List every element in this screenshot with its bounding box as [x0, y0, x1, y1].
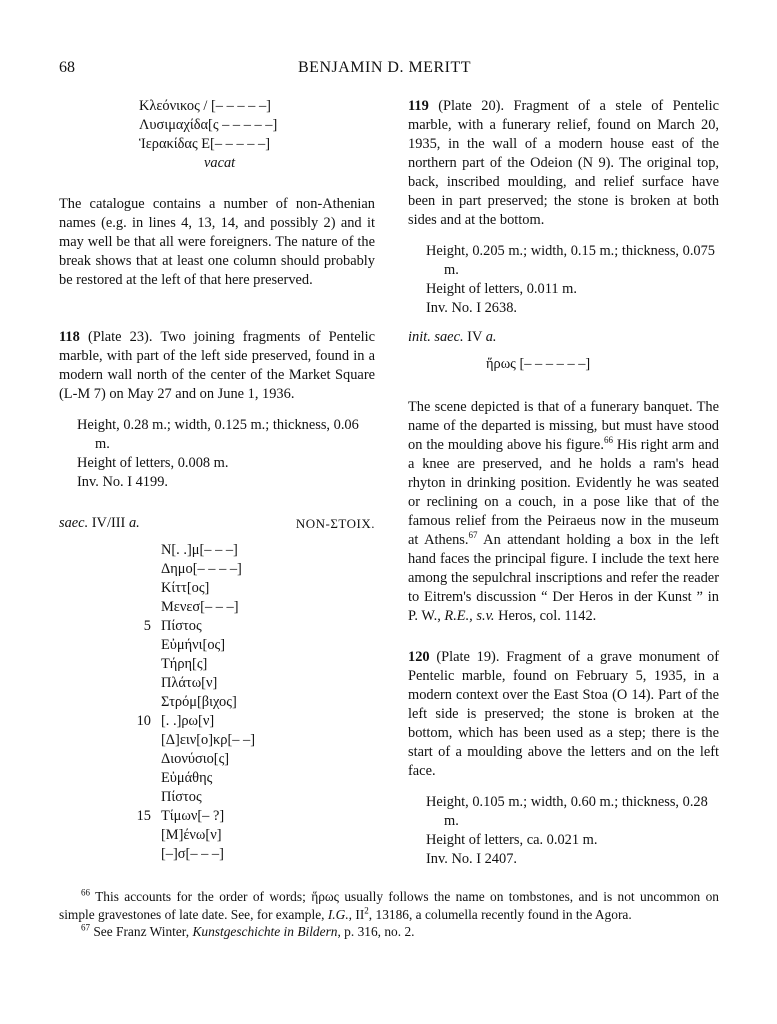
text-run: , p. 316, no. 2. — [337, 924, 415, 939]
line-number — [123, 693, 161, 712]
measurement-line: Height, 0.28 m.; width, 0.125 m.; thickness, 0.06 m. — [77, 417, 359, 452]
catalogue-paragraph: The catalogue contains a number of non-Athenian names (e.g. in lines 4, 13, 14, and possibly 2) and it may well be that all were foreigners. The nature of the break shows that at least one column should probably be restored at the left of that here preserved. — [59, 196, 375, 288]
text-run: Heros, col. 1142. — [494, 608, 597, 624]
name-line: Κλεόνικος / [– – – – –] — [139, 98, 271, 114]
line-number — [123, 845, 161, 864]
line-number — [123, 636, 161, 655]
text-run: , II — [348, 906, 365, 922]
name-line: Λυσιμαχίδα[ς – – – – –] — [139, 117, 278, 133]
footnote-66 — [59, 888, 719, 923]
measurement-line: Inv. No. I 2407. — [426, 851, 517, 867]
line-number: 10 — [136, 713, 151, 729]
inscription-line — [123, 750, 375, 769]
line-number — [123, 826, 161, 845]
non-stoichedon-label: NON-ΣΤΟΙΧ. — [295, 516, 375, 531]
entry-number: 118 — [59, 329, 80, 345]
discussion-119 — [408, 398, 719, 626]
footnote-ref-66: 66 — [603, 435, 613, 446]
line-text: Κίττ[ος] — [161, 580, 210, 596]
line-number: 5 — [143, 618, 151, 634]
date-suffix: a. — [485, 329, 497, 345]
text-run: An attendant holding a box in the left hand faces the principal figure. I include the text here among the sepulchral inscriptions and refer the reader to Eitrem's discussion “ Der Heros in der Kunst ” in P. W., — [408, 532, 719, 624]
superscript: 2 — [364, 905, 369, 916]
text-run-greek: ἥρως — [311, 889, 339, 904]
measurement-line: Height, 0.105 m.; width, 0.60 m.; thickness, 0.28 m. — [426, 794, 708, 829]
measurement-line: Height of letters, 0.011 m. — [426, 281, 577, 297]
inscription-line — [123, 788, 375, 807]
measurements-118 — [59, 416, 375, 492]
footnote-number: 67 — [81, 922, 90, 933]
date-value: IV/III — [88, 515, 129, 531]
line-text: Τήρη[ς] — [161, 656, 208, 672]
line-text: Εὐμάθης — [161, 770, 213, 786]
line-text: [. .]ρω[ν] — [161, 713, 215, 729]
line-text: [Δ]ειν[ο]κρ[– –] — [161, 732, 256, 748]
line-text: Εὐμήνι[ος] — [161, 637, 226, 653]
text-run-italic: R.E., s.v. — [444, 608, 495, 624]
inscription-line — [123, 674, 375, 693]
entry-119 — [408, 97, 719, 230]
line-text: Ν[. .]μ[– – –] — [161, 542, 238, 558]
line-number — [123, 769, 161, 788]
line-number — [123, 674, 161, 693]
line-number — [123, 560, 161, 579]
line-number — [123, 598, 161, 617]
entry-text: (Plate 20). Fragment of a stele of Pentelic marble, with a funerary relief, found on March 20, 1935, in the wall of a modern house east of the northern part of the Odeion (N 9). The original top, back, inscribed moulding, and relief surface have been in part preserved; the stone is broken at both sides and at the bottom. — [408, 98, 719, 228]
line-text: [–]σ[– – –] — [161, 846, 224, 862]
inscription-line — [123, 769, 375, 788]
name-line: Ἱερακίδας Ε[– – – – –] — [139, 136, 271, 152]
line-text: [Μ]ένω[ν] — [161, 827, 222, 843]
inscription-119: ἥρως [– – – – – –] — [486, 356, 591, 372]
text-run: This accounts for the order of words; — [90, 889, 312, 904]
line-text: Πλάτω[ν] — [161, 675, 218, 691]
inscription-line — [123, 560, 375, 579]
measurement-line: Inv. No. I 4199. — [77, 474, 168, 490]
inscription-line — [123, 693, 375, 712]
inscription-line — [123, 636, 375, 655]
running-head: BENJAMIN D. MERITT — [298, 59, 471, 76]
name-list — [59, 97, 375, 154]
entry-text: (Plate 23). Two joining fragments of Pentelic marble, with part of the left side preserved, found in a modern wall north of the center of the Market Square (L-M 7) on May 27 and on June 1, 1936. — [59, 329, 375, 402]
measurement-line: Inv. No. I 2638. — [426, 300, 517, 316]
inscription-line — [123, 579, 375, 598]
text-run: His right arm and a knee are preserved, and he holds a ram's head rhyton in drinking position. Evidently he was seated or reclining on a couch, in a pose like that of the famous relief from the Peiraeus now in the museum at Athens. — [408, 437, 719, 548]
inscription-line — [123, 731, 375, 750]
entry-120 — [408, 648, 719, 781]
date-line-118 — [59, 514, 375, 533]
measurements-120 — [408, 793, 719, 869]
line-number: 15 — [136, 808, 151, 824]
inscription-line — [123, 712, 375, 731]
line-text: Πίστος — [161, 789, 202, 805]
line-number — [123, 541, 161, 560]
inscription-line — [123, 617, 375, 636]
line-text: Στρόμ[βιχος] — [161, 694, 237, 710]
inscription-line — [123, 541, 375, 560]
line-number — [123, 579, 161, 598]
date-label: init. saec. — [408, 329, 464, 345]
line-text: Τίμων[– ?] — [161, 808, 225, 824]
date-value: IV — [463, 329, 486, 345]
text-run: usually follows the name on tombstones, and is not uncommon on simple gravestones of late date. See, for example, — [59, 889, 720, 922]
date-line-119 — [408, 328, 719, 347]
footnote-67 — [59, 923, 719, 941]
inscription-line — [123, 655, 375, 674]
left-column — [59, 97, 375, 864]
text-run-italic: Kunstgeschichte in Bildern — [192, 924, 338, 939]
footnote-ref-67: 67 — [468, 530, 478, 541]
measurement-line: Height of letters, ca. 0.021 m. — [426, 832, 598, 848]
line-number — [123, 655, 161, 674]
footnotes — [59, 888, 719, 941]
line-text: Πίστος — [161, 618, 202, 634]
entry-number: 119 — [408, 98, 429, 114]
line-number — [123, 750, 161, 769]
line-text: Δημο[– – – –] — [161, 561, 242, 577]
measurement-line: Height, 0.205 m.; width, 0.15 m.; thickness, 0.075 m. — [426, 243, 716, 278]
inscription-line — [123, 845, 375, 864]
right-column — [408, 97, 719, 869]
line-number — [123, 788, 161, 807]
line-text: Μενεσ[– – –] — [161, 599, 239, 615]
measurements-119 — [408, 242, 719, 318]
footnote-number: 66 — [81, 887, 90, 898]
line-number — [123, 731, 161, 750]
line-text: Διονύσιο[ς] — [161, 751, 230, 767]
inscription-118 — [59, 541, 375, 864]
entry-text: (Plate 19). Fragment of a grave monument of Pentelic marble, found on February 5, 1935, in a modern context over the East Stoa (O 14). Part of the left side is preserved; the stone is broken at the bottom, which has been used as a step; there is the start of a moulding above the letters and on the left face. — [408, 649, 719, 779]
text-run-italic: I.G. — [327, 906, 349, 922]
inscription-line — [123, 807, 375, 826]
measurement-line: Height of letters, 0.008 m. — [77, 455, 229, 471]
text-run: See Franz Winter, — [90, 924, 193, 939]
page-number: 68 — [59, 59, 75, 76]
inscription-line — [123, 826, 375, 845]
text-run: The scene depicted is that of a funerary banquet. The name of the departed is missing, but must have stood on the moulding above his figure. — [408, 399, 719, 453]
date-suffix: a. — [128, 515, 140, 531]
text-run: , 13186, a columella recently found in the Agora. — [368, 906, 632, 922]
entry-number: 120 — [408, 649, 430, 665]
vacat-note: vacat — [204, 155, 236, 171]
inscription-line — [123, 598, 375, 617]
date-label: saec. — [59, 515, 89, 531]
entry-118 — [59, 328, 375, 404]
